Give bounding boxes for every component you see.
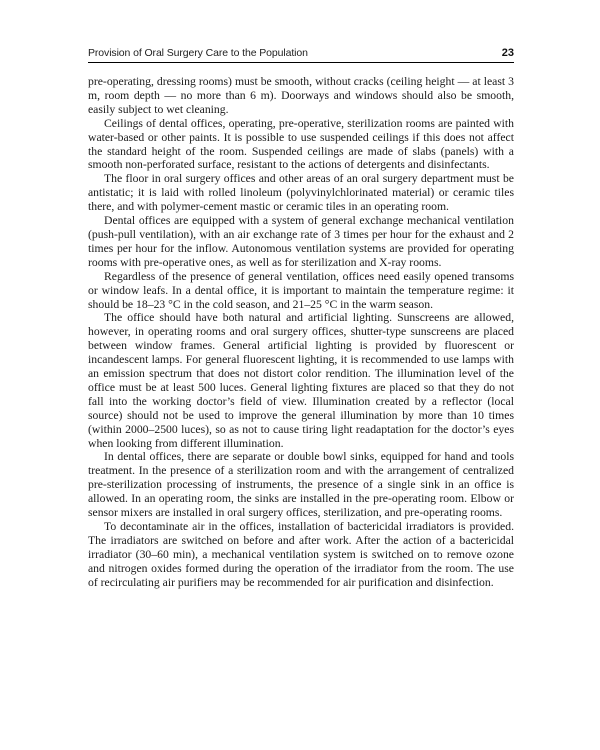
body-text: [88, 75, 514, 590]
paragraph-ceilings: Ceilings of dental offices, operating, pre-operative, sterilization rooms are painted with water-based or other paints. It is possible to use suspended ceilings if this does not affect the standard height of the room. Suspended ceilings are made of slabs (panels) with a smooth non-perforated surface, resistant to the actions of detergents and disinfectants.: [88, 116, 514, 172]
paragraph-decontamination: To decontaminate air in the offices, installation of bactericidal irradiators is provided. The irradiators are switched on before and after work. After the action of a bactericidal irradiator (30–60 min), a mechanical ventilation system is switched on to remove ozone and nitrogen oxides formed during the operation of the irradiator from the room. The use of recirculating air purifiers may be recommended for air purification and disinfection.: [88, 520, 514, 589]
header-title: Provision of Oral Surgery Care to the Population: [88, 47, 308, 59]
paragraph-ventilation: Dental offices are equipped with a system of general exchange mechanical ventilation (push-pull ventilation), with an air exchange rate of 3 times per hour for the exhaust and 2 times per hour for the inflow. Autonomous ventilation systems are provided for operating rooms with pre-operative ones, as well as for sterilization and X-ray rooms.: [88, 214, 514, 269]
page-number: 23: [501, 47, 514, 59]
paragraph-temperature: Regardless of the presence of general ventilation, offices need easily opened transoms or window leafs. In a dental office, it is important to maintain the temperature regime: it should be 18–23 °C in the cold season, and 21–25 °C in the warm season.: [88, 269, 514, 311]
paragraph-floor: The floor in oral surgery offices and other areas of an oral surgery department must be antistatic; it is laid with rolled linoleum (polyvinylchlorinated material) or ceramic tiles there, and with polymer-cement mastic or ceramic tiles in an operating room.: [88, 172, 514, 214]
paragraph-lighting: The office should have both natural and artificial lighting. Sunscreens are allowed, however, in operating rooms and oral surgery offices, shutter-type sunscreens are placed between window frames. General artificial lighting is provided by fluorescent or incandescent lamps. For general fluorescent lighting, it is recommended to use lamps with an emission spectrum that does not distort color rendition. The illumination level of the office must be at least 500 luces. General lighting fixtures are placed so that they do not fall into the working doctor’s field of view. Illumination created by a reflector (local source) should not be used to improve the general illumination by more than 10 times (within 2000–2500 luces), so as not to cause tiring light readaptation for the doctor’s eyes when looking from different illumination.: [88, 311, 514, 450]
paragraph-continued: pre-operating, dressing rooms) must be smooth, without cracks (ceiling height — at least 3 m, room depth — no more than 6 m). Doorways and windows should also be smooth, easily subject to wet cleaning.: [88, 75, 514, 116]
running-header: [88, 46, 514, 63]
paragraph-sinks: In dental offices, there are separate or double bowl sinks, equipped for hand and tools treatment. In the presence of a sterilization room and with the arrangement of centralized pre-sterilization processing of instruments, the presence of a single sink in an office is allowed. In an operating room, the sinks are installed in the pre-operating room. Elbow or sensor mixers are installed in oral surgery offices, sterilization, and pre-operating rooms.: [88, 450, 514, 520]
